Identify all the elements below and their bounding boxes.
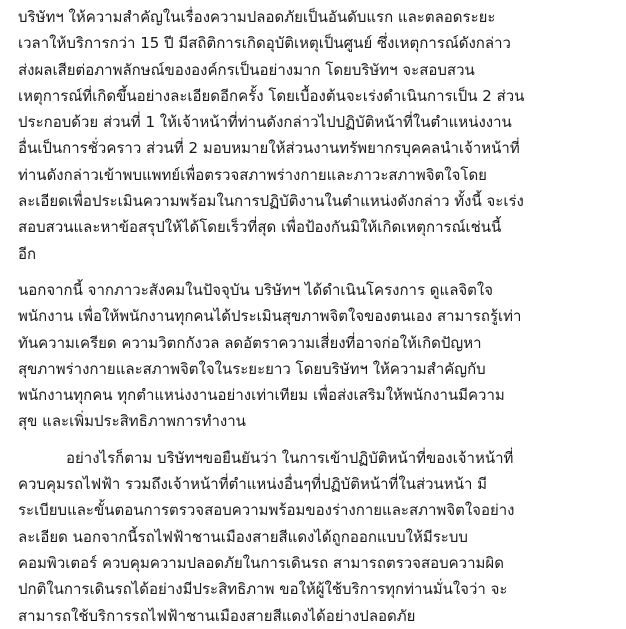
- text-line: สามารถใช้บริการรถไฟฟ้าชานเมืองสายสีแดงได้อย่างปลอดภัย: [18, 606, 416, 625]
- text-line: พนักงาน เพื่อให้พนักงานทุกคนได้ประเมินสุขภาพจิตใจของตนเอง สามารถรู้เท่า: [18, 307, 522, 326]
- paragraph-safety-priority: [18, 0, 612, 267]
- text-line: ทันความเครียด ความวิตกกังวล ลดอัตราความเสี่ยงที่อาจก่อให้เกิดปัญหา: [18, 333, 482, 352]
- text-line: ควบคุมรถไฟฟ้า รวมถึงเจ้าหน้าที่ตำแหน่งอื่นๆที่ปฏิบัติหน้าที่ในส่วนหน้า มี: [18, 475, 488, 494]
- text-line: สุขภาพร่างกายและสภาพจิตใจในระยะยาว โดยบริษัทฯ ให้ความสำคัญกับ: [18, 359, 486, 378]
- text-line: คอมพิวเตอร์ ควบคุมความปลอดภัยในการเดินรถ สามารถตรวจสอบความผิด: [18, 553, 504, 572]
- text-line: บริษัทฯ ให้ความสำคัญในเรื่องความปลอดภัยเป็นอันดับแรก และตลอดระยะ: [18, 8, 496, 26]
- text-line: อื่นเป็นการชั่วคราว ส่วนที่ 2 มอบหมายให้ส่วนงานทรัพยากรบุคคลนำเจ้าหน้าที่: [18, 139, 520, 158]
- text-line: อีก: [18, 244, 37, 263]
- paragraph-assurance: [18, 445, 612, 629]
- text-line: นอกจากนี้ จากภาวะสังคมในปัจจุบัน บริษัทฯ ได้ดำเนินโครงการ ดูแลจิตใจ: [18, 280, 494, 299]
- text-line: ส่งผลเสียต่อภาพลักษณ์ขององค์กรเป็นอย่างมาก โดยบริษัทฯ จะสอบสวน: [18, 60, 475, 79]
- text-line: ละเอียด นอกจากนี้รถไฟฟ้าชานเมืองสายสีแดงได้ถูกออกแบบให้มีระบบ: [18, 527, 468, 546]
- text-line: สุข และเพิ่มประสิทธิภาพการทำงาน: [18, 412, 246, 431]
- text-line-indented: อย่างไรก็ตาม บริษัทฯขอยืนยันว่า ในการเข้าปฏิบัติหน้าที่ของเจ้าหน้าที่: [66, 448, 514, 467]
- text-line: เหตุการณ์ที่เกิดขึ้นอย่างละเอียดอีกครั้ง โดยเบื้องต้นจะเร่งดำเนินการเป็น 2 ส่วน: [18, 86, 525, 105]
- text-line: เวลาให้บริการกว่า 15 ปี มีสถิติการเกิดอุบัติเหตุเป็นศูนย์ ซึ่งเหตุการณ์ดังกล่าว: [18, 34, 511, 53]
- text-line: ปกติในการเดินรถได้อย่างมีประสิทธิภาพ ขอให้ผู้ใช้บริการทุกท่านมั่นใจว่า จะ: [18, 580, 508, 599]
- text-line: ระเบียบและขั้นตอนการตรวจสอบความพร้อมของร่างกายและสภาพจิตใจอย่าง: [18, 501, 515, 520]
- text-line: ละเอียดเพื่อประเมินความพร้อมในการปฏิบัติงานในตำแหน่งดังกล่าว ทั้งนี้ จะเร่ง: [18, 192, 524, 211]
- paragraph-employee-wellbeing: [18, 277, 612, 435]
- text-line: ท่านดังกล่าวเข้าพบแพทย์เพื่อตรวจสภาพร่างกายและภาวะสภาพจิตใจโดย: [18, 165, 487, 184]
- text-line: ประกอบด้วย ส่วนที่ 1 ให้เจ้าหน้าที่ท่านดังกล่าวไปปฏิบัติหน้าที่ในตำแหน่งงาน: [18, 113, 512, 132]
- text-line: สอบสวนและหาข้อสรุปให้ได้โดยเร็วที่สุด เพื่อป้องกันมิให้เกิดเหตุการณ์เช่นนี้: [18, 218, 502, 237]
- text-line: พนักงานทุกคน ทุกตำแหน่งงานอย่างเท่าเทียม เพื่อส่งเสริมให้พนักงานมีความ: [18, 386, 505, 405]
